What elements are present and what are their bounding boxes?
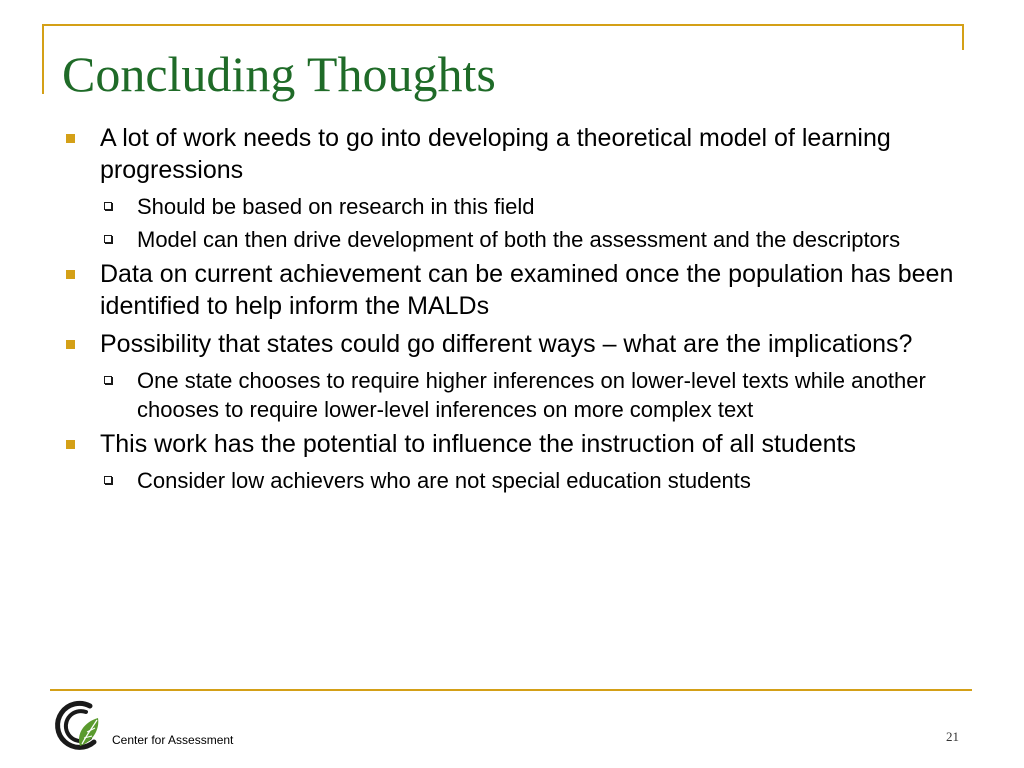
footer-organization: Center for Assessment bbox=[112, 733, 234, 747]
hollow-square-bullet-icon bbox=[104, 202, 112, 210]
frame-left-border bbox=[42, 24, 44, 94]
hollow-square-bullet-icon bbox=[104, 376, 112, 384]
sub-bullet-text: One state chooses to require higher inferences on lower-level texts while another chooses to require lower-level inferences on more complex text bbox=[137, 368, 926, 422]
bullet-text: A lot of work needs to go into developing a theoretical model of learning progressions bbox=[100, 124, 891, 184]
bullet-text: This work has the potential to influence the instruction of all students bbox=[100, 430, 856, 458]
square-bullet-icon bbox=[66, 134, 75, 143]
slide-content bbox=[60, 122, 960, 499]
sub-bullet-item bbox=[60, 192, 960, 221]
bullet-item bbox=[60, 428, 960, 460]
page-number: 21 bbox=[946, 729, 959, 744]
slide-title: Concluding Thoughts bbox=[62, 46, 496, 102]
bullet-item bbox=[60, 258, 960, 322]
bullet-text: Possibility that states could go different ways – what are the implications? bbox=[100, 330, 913, 358]
bullet-text: Data on current achievement can be examined once the population has been identified to help inform the MALDs bbox=[100, 260, 954, 320]
square-bullet-icon bbox=[66, 440, 75, 449]
sub-bullet-item bbox=[60, 466, 960, 495]
bullet-item bbox=[60, 328, 960, 360]
sub-bullet-text: Model can then drive development of both the assessment and the descriptors bbox=[137, 227, 901, 252]
sub-bullet-item bbox=[60, 366, 960, 424]
frame-top-border bbox=[42, 24, 964, 26]
bullet-item bbox=[60, 122, 960, 186]
sub-bullet-item bbox=[60, 225, 960, 254]
frame-right-border bbox=[962, 24, 964, 50]
sub-bullet-text: Should be based on research in this field bbox=[137, 194, 535, 219]
square-bullet-icon bbox=[66, 270, 75, 279]
square-bullet-icon bbox=[66, 340, 75, 349]
hollow-square-bullet-icon bbox=[104, 476, 112, 484]
hollow-square-bullet-icon bbox=[104, 235, 112, 243]
footer-divider bbox=[50, 689, 972, 691]
center-for-assessment-logo-icon bbox=[50, 698, 110, 754]
sub-bullet-text: Consider low achievers who are not special education students bbox=[137, 468, 751, 493]
